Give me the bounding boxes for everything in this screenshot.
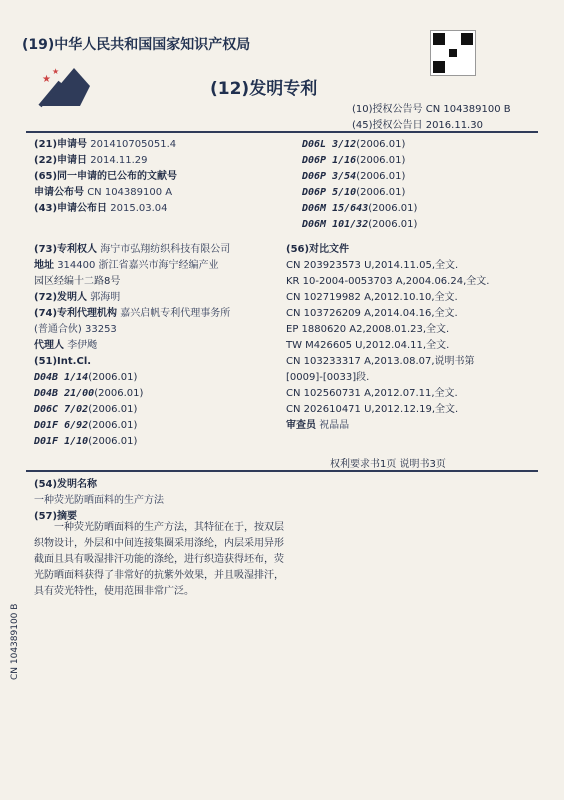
address-row-2: [34, 274, 296, 290]
app-pub-date-row: [34, 201, 294, 217]
value: 2014.11.29: [90, 155, 148, 166]
ipc-row: [302, 201, 540, 217]
label: 申请公布号: [34, 187, 84, 198]
label: (21)申请号: [34, 139, 88, 150]
ipc-code: D06P 3/54: [302, 171, 357, 182]
value: 李伊飏: [67, 340, 98, 351]
publication-date: (45)授权公告日 2016.11.30: [352, 120, 483, 131]
app-date-row: [34, 153, 294, 169]
intcl-code-row: [34, 386, 296, 402]
ipc-right-top: [302, 137, 540, 233]
ipc-code: D06L 3/12: [302, 139, 357, 150]
value: 园区经编十二路8号: [34, 276, 121, 287]
value: (普通合伙) 33253: [34, 324, 117, 335]
ipc-row: [302, 137, 540, 153]
abstract-text: 一种荧光防晒面料的生产方法，其特征在于，按双层织物设计，外层和中间连接集圈采用涤纶，内层采用异形截面且具有吸湿排汗功能的涤纶，进行织造获得坯布，荧光防晒面料获得了非常好的抗紫外效果，并且吸湿排汗，具有荧光特性，使用范围非常广泛。: [34, 522, 284, 597]
ipc-version: (2006.01): [368, 203, 418, 214]
citation-row: [286, 306, 540, 322]
citation-row: [286, 338, 540, 354]
examiner-row: [286, 418, 540, 434]
agency-row: [34, 306, 296, 322]
address-row: [34, 258, 296, 274]
citation-row: [286, 386, 540, 402]
ipc-code: D06M 15/643: [302, 203, 369, 214]
citation: TW M426605 U,2012.04.11,全文.: [286, 340, 450, 351]
citation: CN 102560731 A,2012.07.11,全文.: [286, 388, 458, 399]
ipc-row: [302, 185, 540, 201]
ipc-version: (2006.01): [88, 404, 138, 415]
page-count: 权利要求书1页 说明书3页: [330, 459, 446, 470]
agency-row-2: [34, 322, 296, 338]
citation-row: [286, 322, 540, 338]
value: 314400 浙江省嘉兴市海宁经编产业: [57, 260, 219, 271]
citation-row: [286, 354, 540, 370]
section-label: (54)发明名称: [34, 479, 98, 490]
app-no-row: [34, 137, 294, 153]
patentee-row: [34, 242, 296, 258]
intcl-code-row: [34, 402, 296, 418]
citation-row: [286, 258, 540, 274]
citation: KR 10-2004-0053703 A,2004.06.24,全文.: [286, 276, 490, 287]
value: CN 104389100 A: [87, 187, 173, 198]
citation: CN 103233317 A,2013.08.07,说明书第: [286, 356, 475, 367]
ipc-code: D04B 1/14: [34, 372, 89, 383]
citation: CN 102719982 A,2012.10.10,全文.: [286, 292, 458, 303]
document-type: (12)发明专利: [210, 79, 318, 99]
value: 2015.03.04: [110, 203, 168, 214]
label: 审查员: [286, 420, 316, 431]
label: (56)对比文件: [286, 244, 350, 255]
label: (72)发明人: [34, 292, 88, 303]
ipc-version: (2006.01): [356, 187, 406, 198]
citation-row: [286, 274, 540, 290]
ipc-code: D01F 1/10: [34, 436, 89, 447]
office-title: (19)中华人民共和国国家知识产权局: [22, 37, 251, 53]
value: 祝晶晶: [319, 420, 350, 431]
value: 201410705051.4: [90, 139, 177, 150]
label: (74)专利代理机构: [34, 308, 118, 319]
bibliographic-left-bottom: [34, 242, 296, 450]
ipc-version: (2006.01): [94, 388, 144, 399]
svg-text:★: ★: [52, 67, 60, 76]
ipc-version: (2006.01): [88, 436, 138, 447]
ipc-version: (2006.01): [356, 171, 406, 182]
intcl-code-row: [34, 418, 296, 434]
ipc-version: (2006.01): [88, 372, 138, 383]
ipc-version: (2006.01): [368, 219, 418, 230]
app-pub-no-row: [34, 185, 294, 201]
label: (73)专利权人: [34, 244, 98, 255]
label: (65)同一申请的已公布的文献号: [34, 171, 178, 182]
ipc-version: (2006.01): [356, 155, 406, 166]
svg-text:★: ★: [42, 74, 51, 85]
ipc-code: D04B 21/00: [34, 388, 95, 399]
prior-pub-row: [34, 169, 294, 185]
ipc-version: (2006.01): [88, 420, 138, 431]
citation-row: [286, 370, 540, 386]
ipc-row: [302, 217, 540, 233]
label: 地址: [34, 260, 54, 271]
section-rule: [26, 470, 538, 472]
label: (22)申请日: [34, 155, 88, 166]
citation: CN 203923573 U,2014.11.05,全文.: [286, 260, 459, 271]
citation: CN 103726209 A,2014.04.16,全文.: [286, 308, 458, 319]
citations-right-bottom: [286, 242, 540, 434]
bibliographic-left-top: [34, 137, 294, 217]
citation: CN 202610471 U,2012.12.19,全文.: [286, 404, 459, 415]
citation: EP 1880620 A2,2008.01.23,全文.: [286, 324, 450, 335]
intcl-code-row: [34, 434, 296, 450]
value: 海宁市弘翔纺织科技有限公司: [100, 244, 231, 255]
side-publication-id: CN 104389100 B: [10, 603, 20, 680]
ipc-code: D06P 5/10: [302, 187, 357, 198]
value: 郭海明: [90, 292, 121, 303]
ipc-row: [302, 169, 540, 185]
ipc-code: D06C 7/02: [34, 404, 89, 415]
inventor-row: [34, 290, 296, 306]
ipc-version: (2006.01): [356, 139, 406, 150]
citations-title: [286, 242, 540, 258]
header-rule: [26, 131, 538, 133]
ipc-code: D06M 101/32: [302, 219, 369, 230]
intcl-row: [34, 354, 296, 370]
section-label: (57)摘要: [34, 511, 78, 522]
office-logo: [34, 48, 98, 112]
label: (51)Int.Cl.: [34, 356, 92, 367]
citation: [0009]-[0033]段.: [286, 372, 370, 383]
agent-row: [34, 338, 296, 354]
label: (43)申请公布日: [34, 203, 108, 214]
intcl-code-row: [34, 370, 296, 386]
value: 嘉兴启帆专利代理事务所: [120, 308, 231, 319]
label: 代理人: [34, 340, 64, 351]
title-section: [34, 477, 534, 509]
ipc-row: [302, 153, 540, 169]
citation-row: [286, 290, 540, 306]
publication-number: (10)授权公告号 CN 104389100 B: [352, 104, 511, 115]
invention-title: 一种荧光防晒面料的生产方法: [34, 495, 164, 506]
ipc-code: D01F 6/92: [34, 420, 89, 431]
citation-row: [286, 402, 540, 418]
ipc-code: D06P 1/16: [302, 155, 357, 166]
qr-code: [430, 30, 476, 76]
